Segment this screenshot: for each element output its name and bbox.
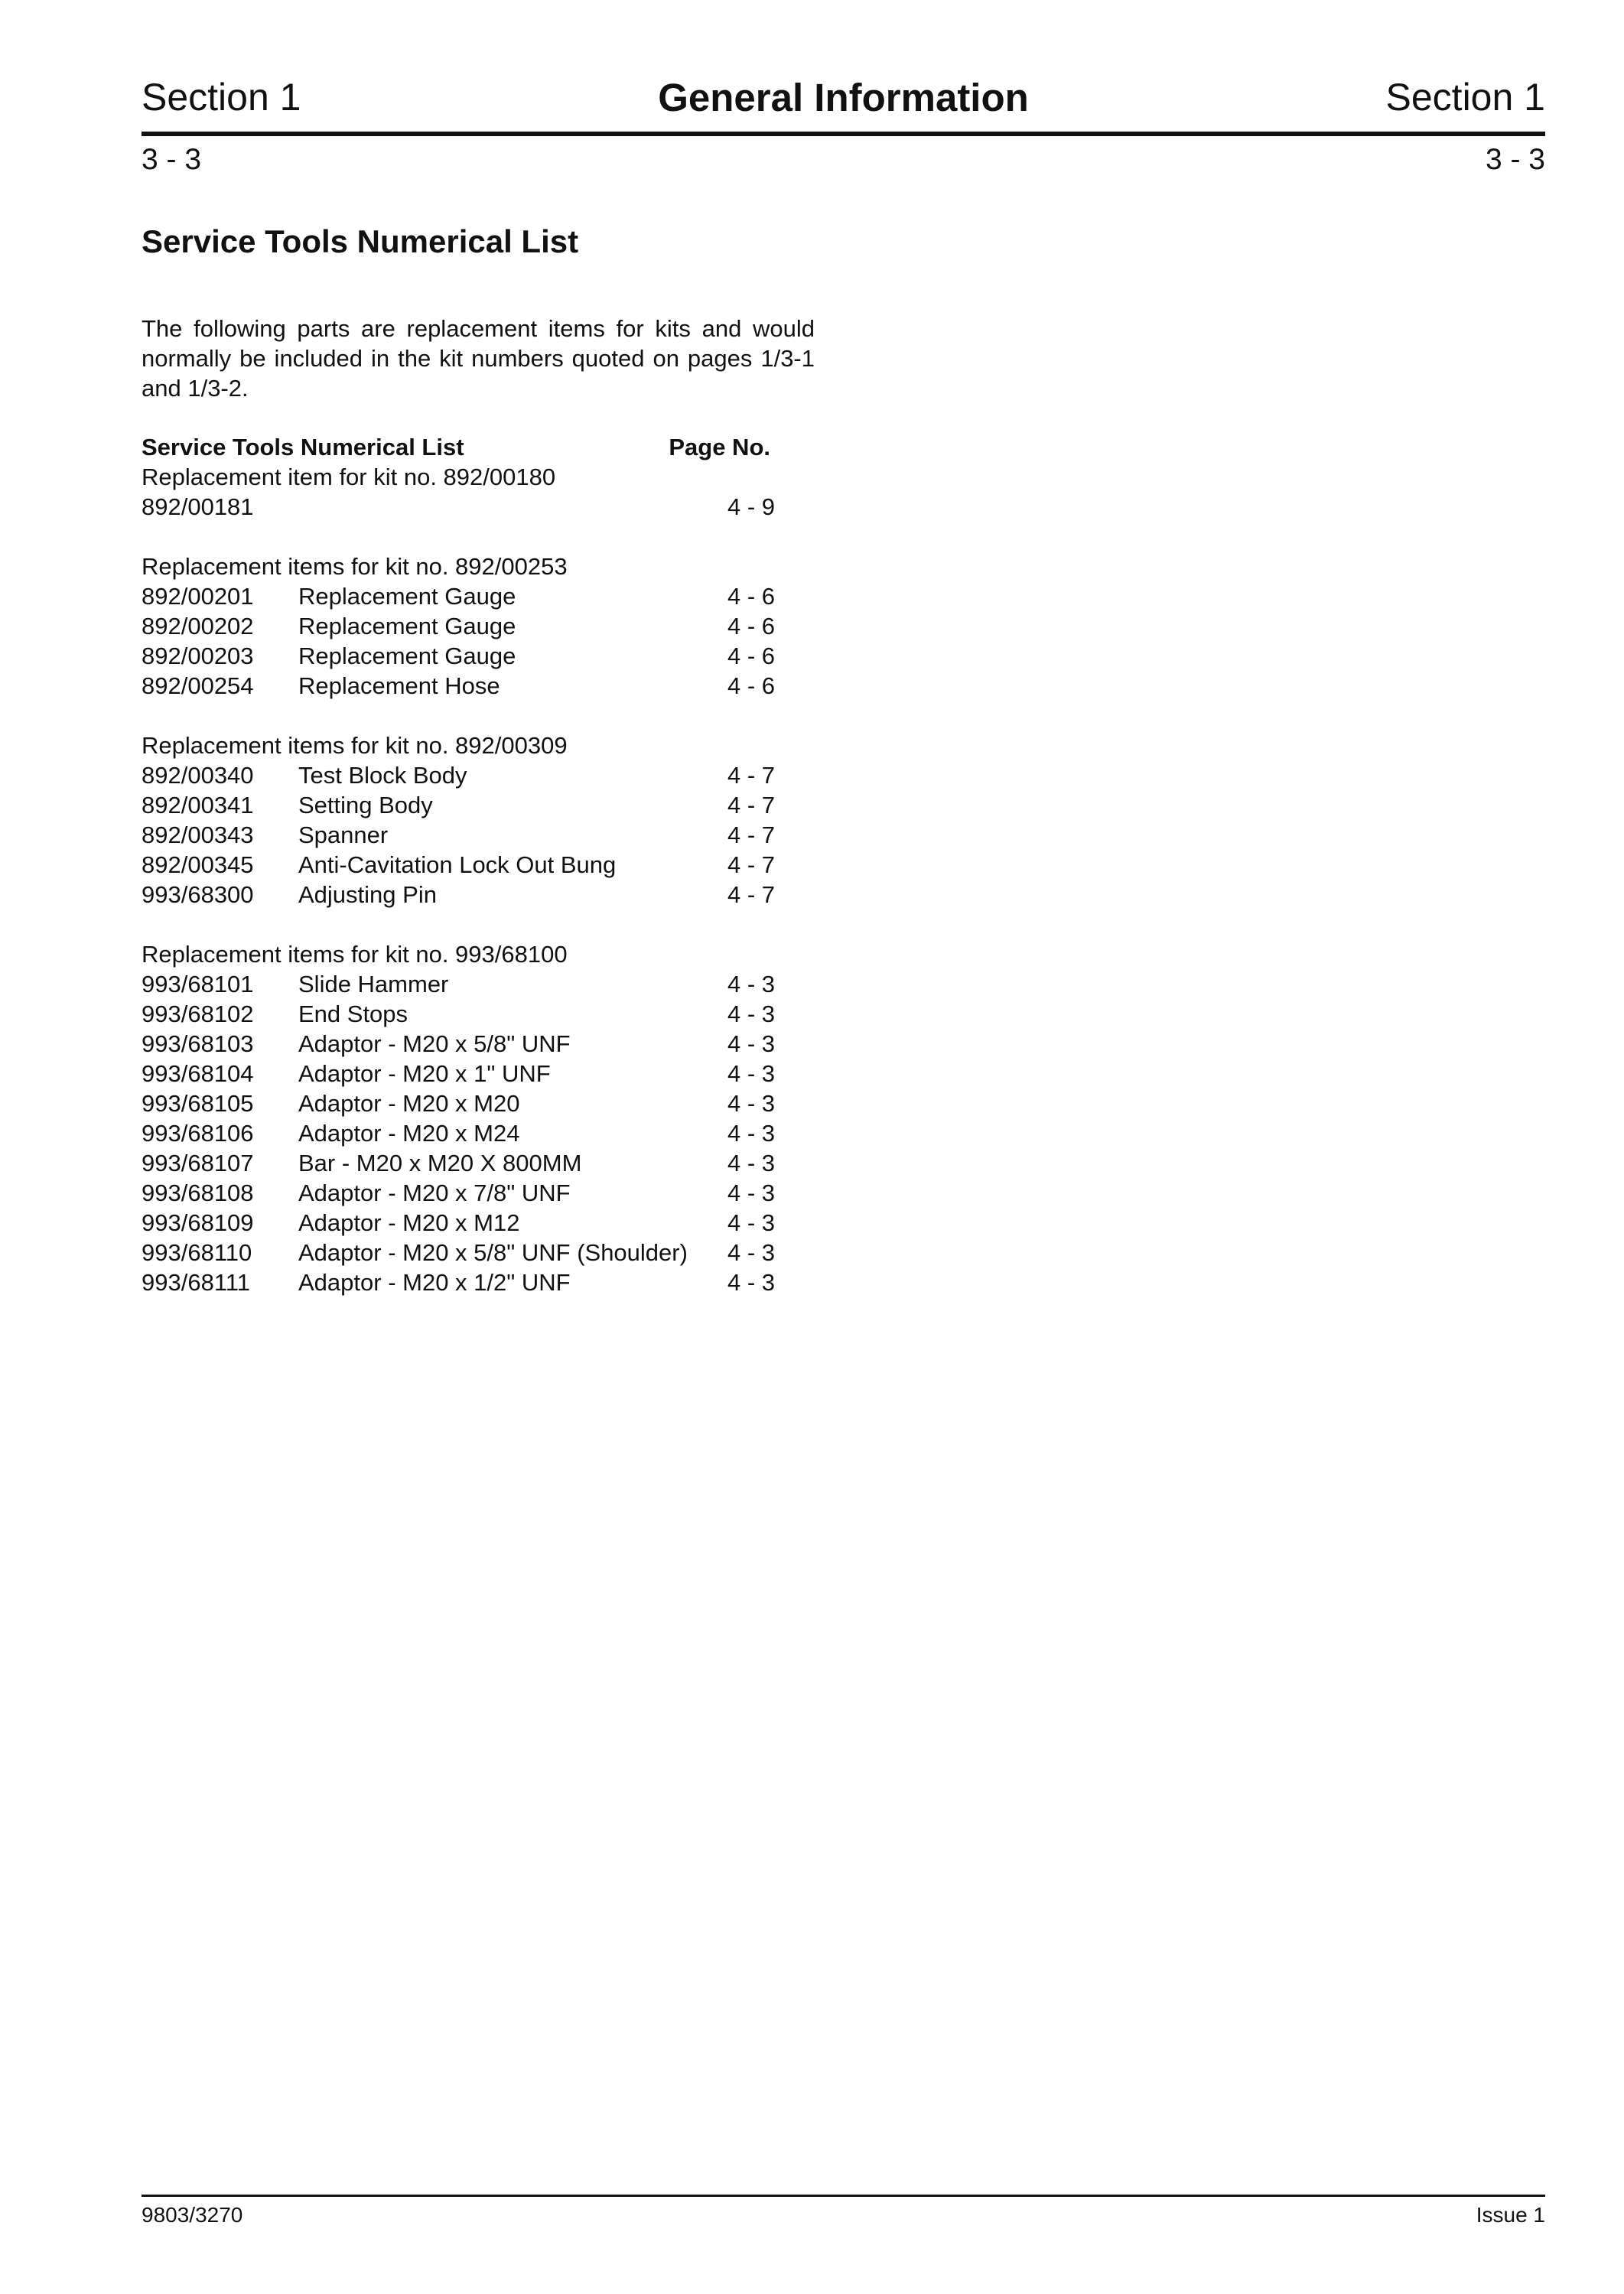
kit-group-title bbox=[142, 731, 830, 760]
part-description: Adaptor - M20 x 1" UNF bbox=[298, 1060, 551, 1087]
kit-group-title bbox=[142, 939, 830, 969]
part-description: Replacement Gauge bbox=[298, 613, 516, 639]
list-header bbox=[142, 432, 830, 462]
part-description: Anti-Cavitation Lock Out Bung bbox=[298, 851, 617, 878]
list-item bbox=[142, 999, 830, 1029]
service-tools-list bbox=[142, 432, 830, 1297]
part-description: Bar - M20 x M20 X 800MM bbox=[298, 1150, 582, 1176]
page-reference: 4 - 7 bbox=[727, 792, 776, 818]
page-no-heading: Page No. bbox=[669, 434, 770, 460]
header-section-right: Section 1 bbox=[1385, 76, 1545, 119]
list-item bbox=[142, 790, 830, 820]
part-number: 892/00341 bbox=[142, 792, 254, 818]
intro-paragraph: The following parts are replacement items for kits and would normally be included in the kit numbers quoted on pages 1/3-1 and 1/3-2. bbox=[142, 315, 815, 402]
page-reference: 4 - 3 bbox=[727, 1060, 776, 1087]
part-number: 993/68103 bbox=[142, 1030, 254, 1057]
part-number: 993/68104 bbox=[142, 1060, 254, 1087]
part-number: 993/68108 bbox=[142, 1180, 254, 1206]
page-reference: 4 - 7 bbox=[727, 822, 776, 848]
kit-group-label: Replacement item for kit no. 892/00180 bbox=[142, 464, 556, 490]
part-description: Replacement Gauge bbox=[298, 583, 516, 610]
page-reference: 4 - 9 bbox=[727, 493, 776, 520]
part-number: 892/00203 bbox=[142, 643, 254, 669]
list-item bbox=[142, 850, 830, 880]
part-description: Spanner bbox=[298, 822, 389, 848]
page-reference: 4 - 3 bbox=[727, 1269, 776, 1296]
page-reference: 4 - 7 bbox=[727, 762, 776, 789]
list-item bbox=[142, 1029, 830, 1059]
part-description: Adjusting Pin bbox=[298, 881, 437, 908]
page-reference: 4 - 7 bbox=[727, 851, 776, 878]
list-item bbox=[142, 1059, 830, 1088]
header-section-left: Section 1 bbox=[142, 76, 301, 119]
page-reference: 4 - 7 bbox=[727, 881, 776, 908]
part-number: 892/00254 bbox=[142, 672, 254, 699]
list-item bbox=[142, 969, 830, 999]
kit-group-label: Replacement items for kit no. 892/00253 bbox=[142, 553, 568, 580]
part-number: 993/68101 bbox=[142, 971, 254, 997]
part-number: 892/00340 bbox=[142, 762, 254, 789]
page-reference: 4 - 6 bbox=[727, 672, 776, 699]
page-reference: 4 - 3 bbox=[727, 1239, 776, 1266]
part-number: 993/68110 bbox=[142, 1239, 252, 1266]
part-description: Adaptor - M20 x M12 bbox=[298, 1209, 520, 1236]
list-item bbox=[142, 611, 830, 641]
page-number-right: 3 - 3 bbox=[1485, 143, 1545, 176]
list-item bbox=[142, 1178, 830, 1208]
header-rule bbox=[142, 132, 1545, 136]
footer-doc-number: 9803/3270 bbox=[142, 2203, 243, 2227]
list-item bbox=[142, 492, 830, 522]
part-number: 892/00345 bbox=[142, 851, 254, 878]
part-description: Adaptor - M20 x 5/8" UNF bbox=[298, 1030, 571, 1057]
list-item bbox=[142, 1118, 830, 1148]
footer-rule bbox=[142, 2195, 1545, 2197]
page-reference: 4 - 3 bbox=[727, 1090, 776, 1117]
list-item bbox=[142, 1088, 830, 1118]
part-description: End Stops bbox=[298, 1001, 408, 1027]
page-reference: 4 - 3 bbox=[727, 971, 776, 997]
page-reference: 4 - 6 bbox=[727, 583, 776, 610]
part-number: 993/68102 bbox=[142, 1001, 254, 1027]
page-reference: 4 - 6 bbox=[727, 613, 776, 639]
part-number: 993/68105 bbox=[142, 1090, 254, 1117]
part-description: Adaptor - M20 x 5/8" UNF (Shoulder) bbox=[298, 1239, 688, 1266]
part-number: 993/68106 bbox=[142, 1120, 254, 1147]
kit-group-label: Replacement items for kit no. 993/68100 bbox=[142, 941, 568, 968]
page-reference: 4 - 3 bbox=[727, 1030, 776, 1057]
list-item bbox=[142, 581, 830, 611]
list-item bbox=[142, 880, 830, 909]
kit-group-title bbox=[142, 552, 830, 581]
footer-issue: Issue 1 bbox=[1476, 2203, 1545, 2227]
page-number-left: 3 - 3 bbox=[142, 143, 202, 176]
page-reference: 4 - 3 bbox=[727, 1001, 776, 1027]
page-header bbox=[142, 75, 1545, 129]
page-reference: 4 - 3 bbox=[727, 1209, 776, 1236]
list-item bbox=[142, 760, 830, 790]
list-item bbox=[142, 1267, 830, 1297]
part-description: Adaptor - M20 x 7/8" UNF bbox=[298, 1180, 571, 1206]
part-description: Slide Hammer bbox=[298, 971, 449, 997]
list-item bbox=[142, 1208, 830, 1238]
list-item bbox=[142, 641, 830, 671]
part-number: 993/68300 bbox=[142, 881, 254, 908]
page-reference: 4 - 3 bbox=[727, 1180, 776, 1206]
list-item bbox=[142, 1148, 830, 1178]
list-item bbox=[142, 671, 830, 701]
header-title: General Information bbox=[658, 76, 1029, 119]
part-number: 892/00202 bbox=[142, 613, 254, 639]
part-description: Adaptor - M20 x 1/2" UNF bbox=[298, 1269, 571, 1296]
page-title: Service Tools Numerical List bbox=[142, 223, 579, 259]
kit-group-label: Replacement items for kit no. 892/00309 bbox=[142, 732, 568, 759]
part-number: 993/68109 bbox=[142, 1209, 254, 1236]
part-description: Replacement Gauge bbox=[298, 643, 516, 669]
part-description: Setting Body bbox=[298, 792, 433, 818]
kit-group-title bbox=[142, 462, 830, 492]
part-description: Adaptor - M20 x M20 bbox=[298, 1090, 520, 1117]
part-number: 993/68107 bbox=[142, 1150, 254, 1176]
list-item bbox=[142, 1238, 830, 1267]
part-description: Test Block Body bbox=[298, 762, 467, 789]
list-heading: Service Tools Numerical List bbox=[142, 434, 464, 460]
page-reference: 4 - 3 bbox=[727, 1120, 776, 1147]
list-item bbox=[142, 820, 830, 850]
part-number: 892/00343 bbox=[142, 822, 254, 848]
page-reference: 4 - 3 bbox=[727, 1150, 776, 1176]
part-number: 993/68111 bbox=[142, 1269, 250, 1296]
part-number: 892/00201 bbox=[142, 583, 254, 610]
part-description: Replacement Hose bbox=[298, 672, 500, 699]
part-description: Adaptor - M20 x M24 bbox=[298, 1120, 520, 1147]
part-number: 892/00181 bbox=[142, 493, 254, 520]
page-reference: 4 - 6 bbox=[727, 643, 776, 669]
